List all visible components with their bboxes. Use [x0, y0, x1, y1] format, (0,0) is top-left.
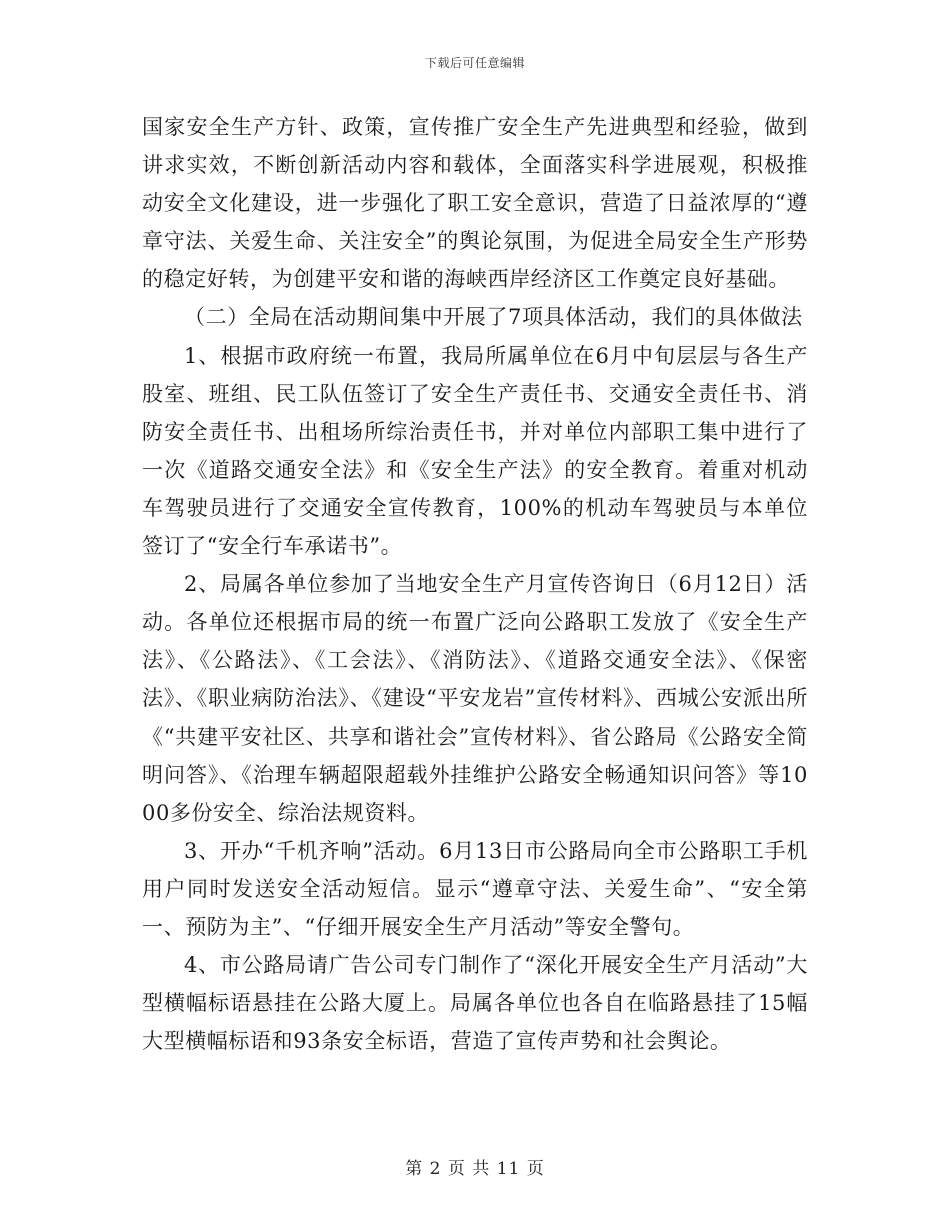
page-header: 下载后可任意编辑	[424, 56, 525, 70]
document-body	[142, 108, 808, 1060]
body-paragraph-1: 国家安全生产方针、政策，宣传推广安全生产先进典型和经验，做到讲求实效，不断创新活动内容和载体，全面落实科学进展观，积极推动安全文化建设，进一步强化了职工安全意识，营造了日益浓厚的“遵章守法、关爱生命、关注安全”的舆论氛围，为促进全局安全生产形势的稳定好转，为创建平安和谐的海峡西岸经济区工作奠定良好基础。	[142, 115, 808, 292]
body-paragraph-4: 2、局属各单位参加了当地安全生产月宣传咨询日（6月12日）活动。各单位还根据市局的统一布置广泛向公路职工发放了《安全生产法》、《公路法》、《工会法》、《消防法》、《道路交通安全法》、《保密法》、《职业病防治法》、《建设“平安龙岩”宣传材料》、西城公安派出所《“共建平安社区、共享和谐社会”宣传材料》、省公路局《公路安全简明问答》、《治理车辆超限超载外挂维护公路安全畅通知识问答》等1000多份安全、综治法规资料。	[142, 572, 808, 825]
page-number-label: 第 2 页 共 11 页	[405, 1159, 545, 1179]
page-footer	[0, 1154, 950, 1179]
body-paragraph-3: 1、根据市政府统一布置，我局所属单位在6月中旬层层与各生产股室、班组、民工队伍签订了安全生产责任书、交通安全责任书、消防安全责任书、出租场所综治责任书，并对单位内部职工集中进行了一次《道路交通安全法》和《安全生产法》的安全教育。着重对机动车驾驶员进行了交通安全宣传教育，100%的机动车驾驶员与本单位签订了“安全行车承诺书”。	[142, 343, 808, 559]
body-paragraph-6: 4、市公路局请广告公司专门制作了“深化开展安全生产月活动”大型横幅标语悬挂在公路大厦上。局属各单位也各自在临路悬挂了15幅大型横幅标语和93条安全标语，营造了宣传声势和社会舆论。	[142, 953, 808, 1054]
body-paragraph-2: （二）全局在活动期间集中开展了7项具体活动，我们的具体做法	[184, 305, 803, 330]
body-paragraph-5: 3、开办“千机齐响”活动。6月13日市公路局向全市公路职工手机用户同时发送安全活动短信。显示“遵章守法、关爱生命”、“安全第一、预防为主”、“仔细开展安全生产月活动”等安全警句。	[142, 838, 808, 939]
